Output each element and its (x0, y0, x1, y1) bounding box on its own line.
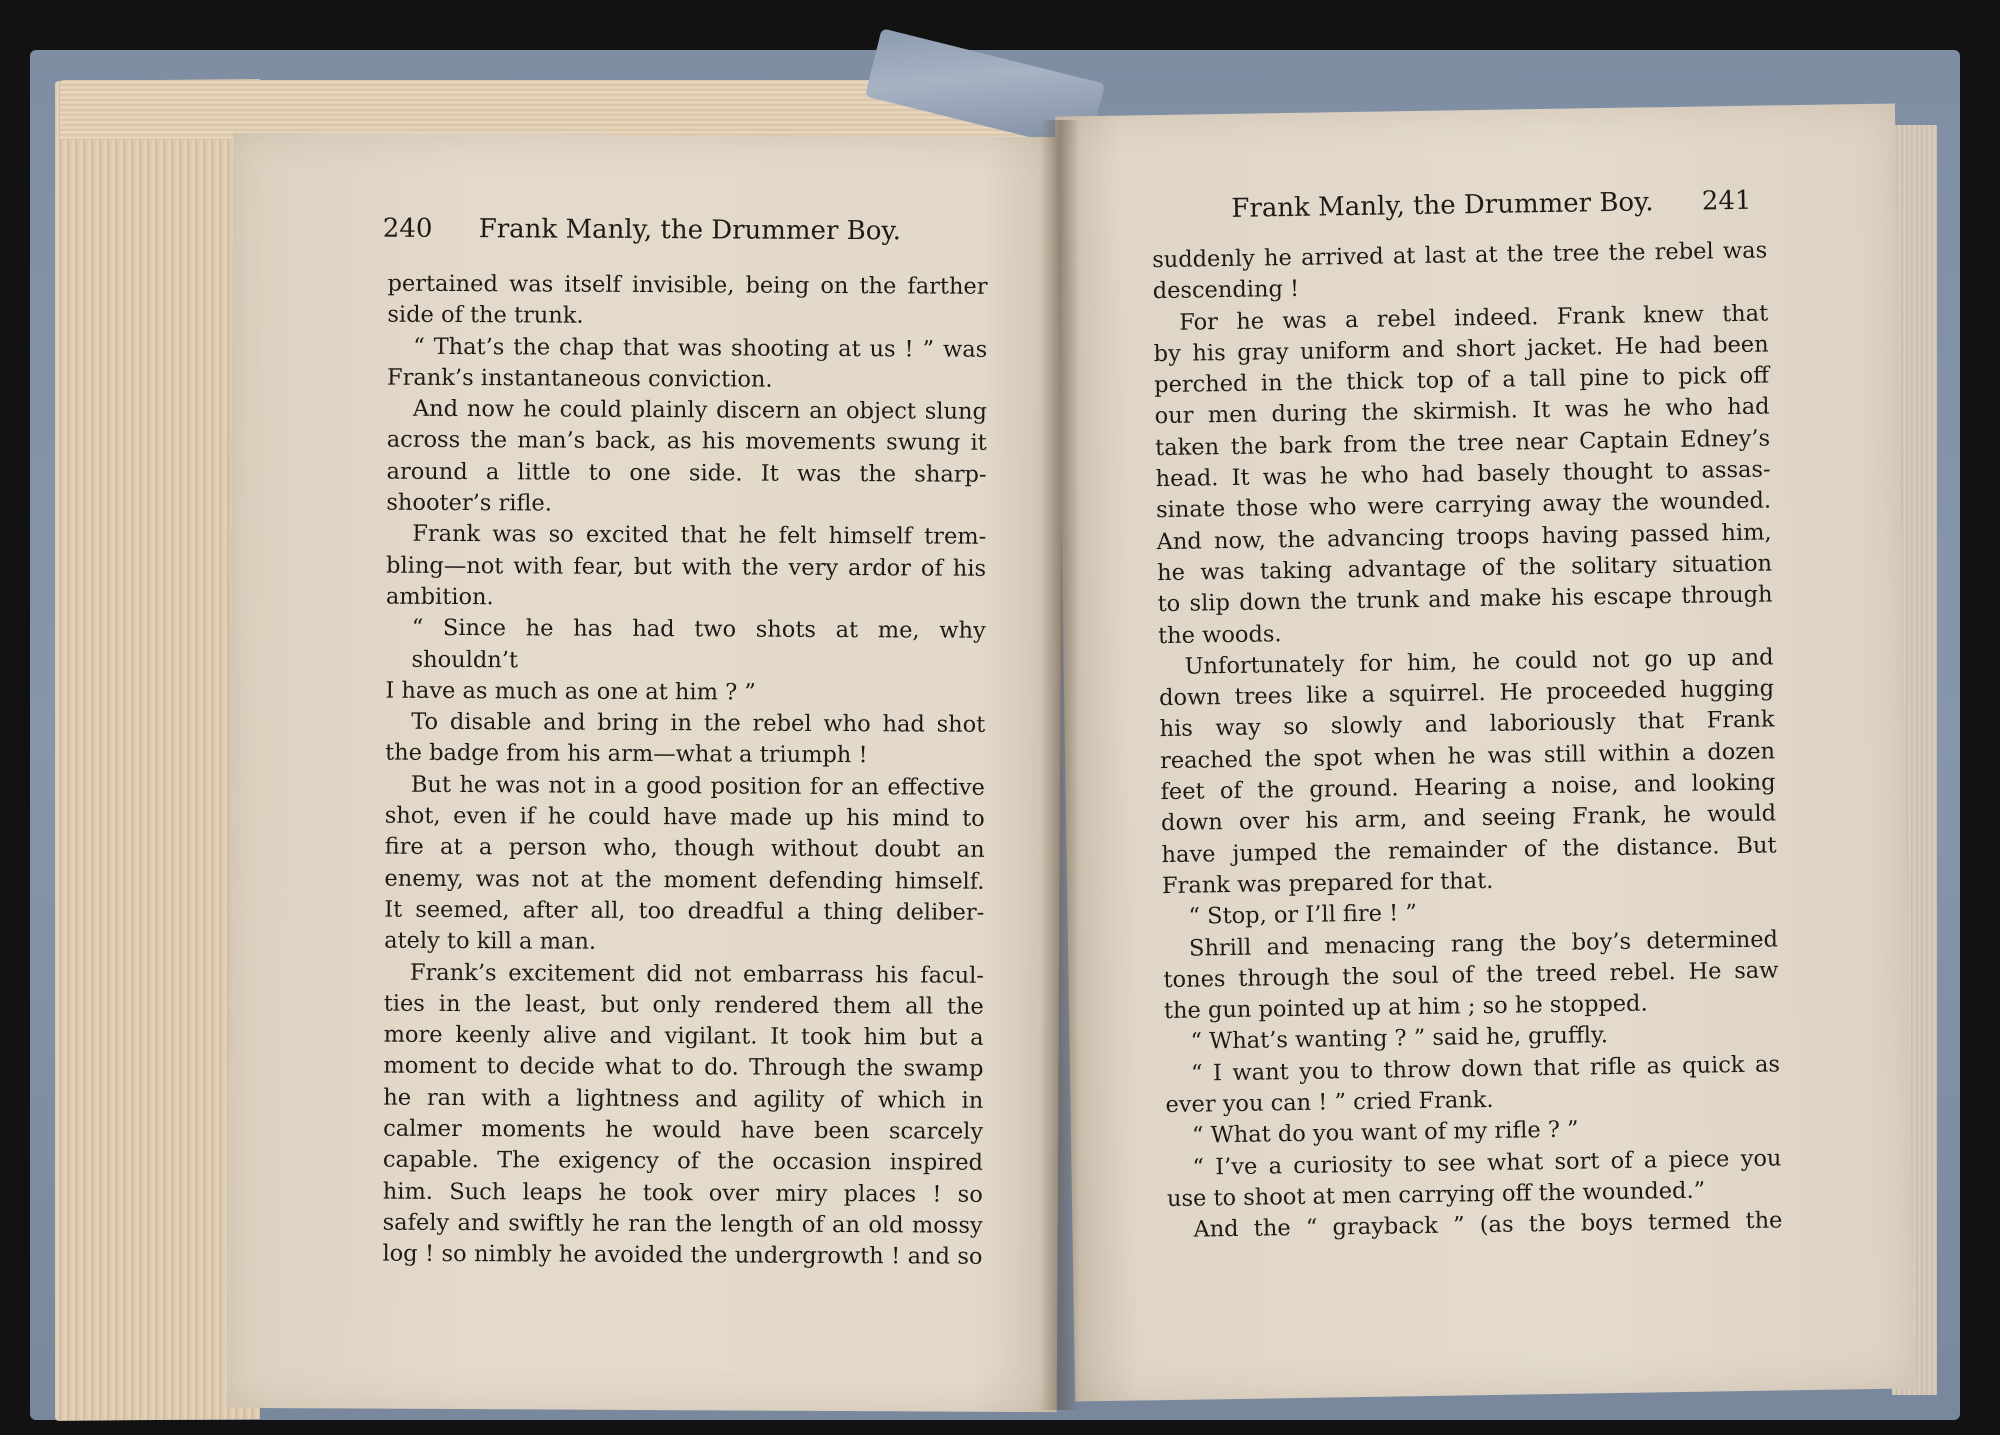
text-line: “ Stop, or I’ll fire ! ” (1188, 900, 1418, 930)
text-line: feet of the ground. Hearing a noise, and looking (1160, 769, 1776, 806)
text-line: fire at a person who, though without doubt an (384, 833, 985, 864)
text-line: For he was a rebel indeed. Frank knew that (1179, 300, 1769, 336)
text-line: “ Since he has had two shots at me, why shouldn’t (411, 615, 986, 673)
right-page (1055, 103, 1915, 1401)
text-line: the badge from his arm—what a triumph ! (385, 740, 868, 769)
text-line: his way so slowly and laboriously that Frank (1159, 706, 1775, 743)
text-line: tones through the soul of the treed rebel. He saw (1163, 957, 1779, 993)
right-page-header (1231, 183, 1896, 223)
text-line: descending ! (1152, 276, 1300, 305)
left-page (227, 133, 1064, 1412)
text-line: “ That’s the chap that was shooting at us ! ” was (413, 333, 988, 363)
text-line: enemy, was not at the moment defending himself. (384, 865, 985, 895)
text-line: down over his arm, and seeing Frank, he would (1160, 800, 1777, 837)
text-line: he ran with a lightness and agility of which in (383, 1084, 984, 1114)
text-line: shot, even if he could have made up his mind to (384, 802, 985, 832)
left-page-number: 240 (382, 213, 433, 244)
text-line: ately to kill a man. (384, 927, 597, 955)
text-line: to slip down the trunk and make his escape through (1157, 581, 1773, 618)
text-line: side of the trunk. (387, 301, 584, 329)
text-line: by his gray uniform and short jacket. He had been (1153, 331, 1769, 368)
text-line: more keenly alive and vigilant. It took him but a (383, 1021, 984, 1051)
text-line: suddenly he arrived at last at the tree the rebel was (1152, 237, 1768, 274)
text-line: calmer moments he would have been scarcely (383, 1115, 984, 1145)
text-line: Unfortunately for him, he could not go up and (1184, 644, 1774, 680)
text-line: have jumped the remainder of the distance. But (1161, 832, 1777, 868)
text-line: capable. The exigency of the occasion inspired (382, 1146, 984, 1177)
left-page-header (383, 214, 1063, 248)
text-line: “ What do you want of my rifle ? ” (1191, 1116, 1579, 1149)
text-line: perched in the thick top of a tall pine to pick off (1153, 362, 1770, 399)
text-line: the gun pointed up at him ; so he stopped. (1163, 990, 1648, 1025)
text-line: around a little to one side. It was the sharp- (386, 458, 987, 488)
right-running-title: Frank Manly, the Drummer Boy. (1231, 187, 1654, 224)
text-line: bling—not with fear, but with the very ardor of his (386, 552, 987, 582)
text-line: Frank was prepared for that. (1161, 867, 1494, 900)
text-line: “ I want you to throw down that rifle as quick as (1190, 1051, 1781, 1087)
text-line: But he was not in a good position for an effective (410, 771, 985, 801)
text-line: moment to decide what to do. Through the swamp (383, 1053, 984, 1083)
text-line: reached the spot when he was still within a dozen (1159, 738, 1776, 774)
text-line: pertained was itself invisible, being on the farther (387, 270, 988, 300)
text-line: across the man’s back, as his movements swung it (386, 427, 987, 457)
text-line: him. Such leaps he took over miry places ! so (382, 1178, 983, 1208)
text-line: taken the bark from the tree near Captain Edney’s (1154, 425, 1771, 461)
text-line: shooter’s rifle. (386, 489, 553, 517)
text-line: he was taking advantage of the solitary situation (1156, 550, 1773, 587)
text-line: use to shoot at men carrying off the wounded.” (1166, 1177, 1706, 1212)
text-line: ambition. (385, 583, 494, 611)
left-page-body (382, 269, 987, 1274)
text-line: ties in the least, but only rendered them all the (383, 990, 984, 1020)
text-line: It seemed, after all, too dreadful a thing deliber- (384, 896, 985, 926)
left-running-title: Frank Manly, the Drummer Boy. (478, 214, 902, 247)
text-line: Frank was so excited that he felt himself trem- (412, 521, 987, 551)
text-line: Shrill and menacing rang the boy’s determined (1188, 925, 1779, 962)
text-line: safely and swiftly he ran the length of an old mossy (382, 1209, 983, 1239)
text-line: “ I’ve a curiosity to see what sort of a piece you (1192, 1145, 1782, 1181)
text-line: the woods. (1157, 620, 1282, 649)
text-line: And now he could plainly discern an object slung (412, 395, 987, 425)
text-line: sinate those who were carrying away the wounded. (1155, 487, 1772, 524)
text-line: I have as much as one at him ? ” (385, 677, 756, 706)
text-line: our men during the skirmish. It was he who had (1154, 393, 1770, 430)
text-line: And the “ grayback ” (as the boys termed the (1193, 1207, 1783, 1243)
text-line: To disable and bring in the rebel who had shot (411, 708, 986, 738)
text-line: ever you can ! ” cried Frank. (1165, 1086, 1494, 1119)
text-line: down trees like a squirrel. He proceeded hugging (1158, 675, 1775, 712)
text-line: And now, the advancing troops having passed him, (1156, 519, 1772, 555)
right-page-body (1152, 236, 1783, 1247)
text-line: log ! so nimbly he avoided the undergrowth ! and so (382, 1240, 983, 1270)
text-line: “ What’s wanting ? ” said he, gruffly. (1190, 1022, 1609, 1056)
text-line: Frank’s instantaneous conviction. (386, 364, 773, 393)
text-line: Frank’s excitement did not embarrass his facul- (409, 959, 985, 989)
book-gutter (1040, 120, 1080, 1410)
text-line: head. It was he who had basely thought to assas- (1155, 456, 1771, 493)
right-page-number: 241 (1701, 185, 1752, 217)
